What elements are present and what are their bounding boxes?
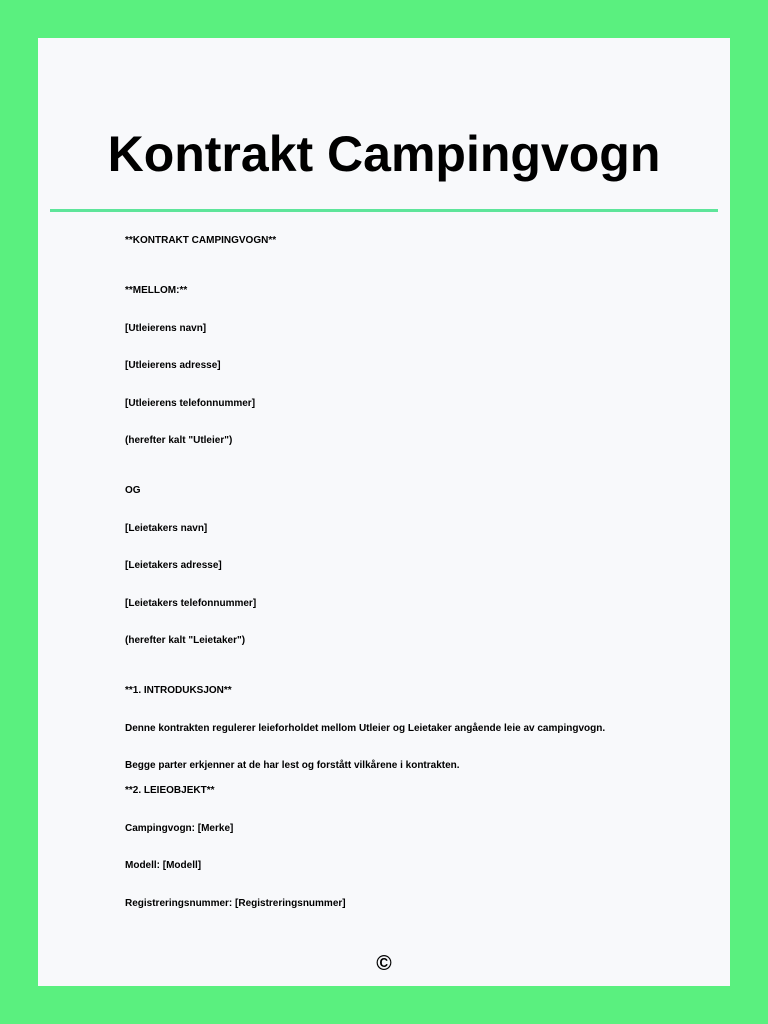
tenant-address: [Leietakers adresse]: [125, 560, 222, 571]
tenant-phone: [Leietakers telefonnummer]: [125, 598, 257, 609]
title-divider: [50, 209, 718, 212]
registration-number: Registreringsnummer: [Registreringsnummer]: [125, 898, 346, 909]
caravan-model: Modell: [Modell]: [125, 860, 202, 871]
copyright-icon: ©: [376, 952, 392, 975]
tenant-name: [Leietakers navn]: [125, 523, 208, 534]
section-1-paragraph-2: Begge parter erkjenner at de har lest og forstått vilkårene i kontrakten.: [125, 760, 460, 771]
tenant-designation: (herefter kalt "Leietaker"): [125, 635, 246, 646]
between-heading: **MELLOM:**: [125, 285, 188, 296]
section-2-heading: **2. LEIEOBJEKT**: [125, 785, 215, 796]
section-1-heading: **1. INTRODUKSJON**: [125, 685, 232, 696]
landlord-address: [Utleierens adresse]: [125, 360, 221, 371]
contract-heading: **KONTRAKT CAMPINGVOGN**: [125, 235, 277, 246]
caravan-brand: Campingvogn: [Merke]: [125, 823, 234, 834]
and-separator: OG: [125, 485, 141, 496]
document-title: Kontrakt Campingvogn: [107, 126, 661, 182]
section-1-paragraph-1: Denne kontrakten regulerer leieforholdet mellom Utleier og Leietaker angående leie av campingvogn.: [125, 723, 606, 734]
landlord-name: [Utleierens navn]: [125, 323, 207, 334]
landlord-phone: [Utleierens telefonnummer]: [125, 398, 256, 409]
landlord-designation: (herefter kalt "Utleier"): [125, 435, 233, 446]
